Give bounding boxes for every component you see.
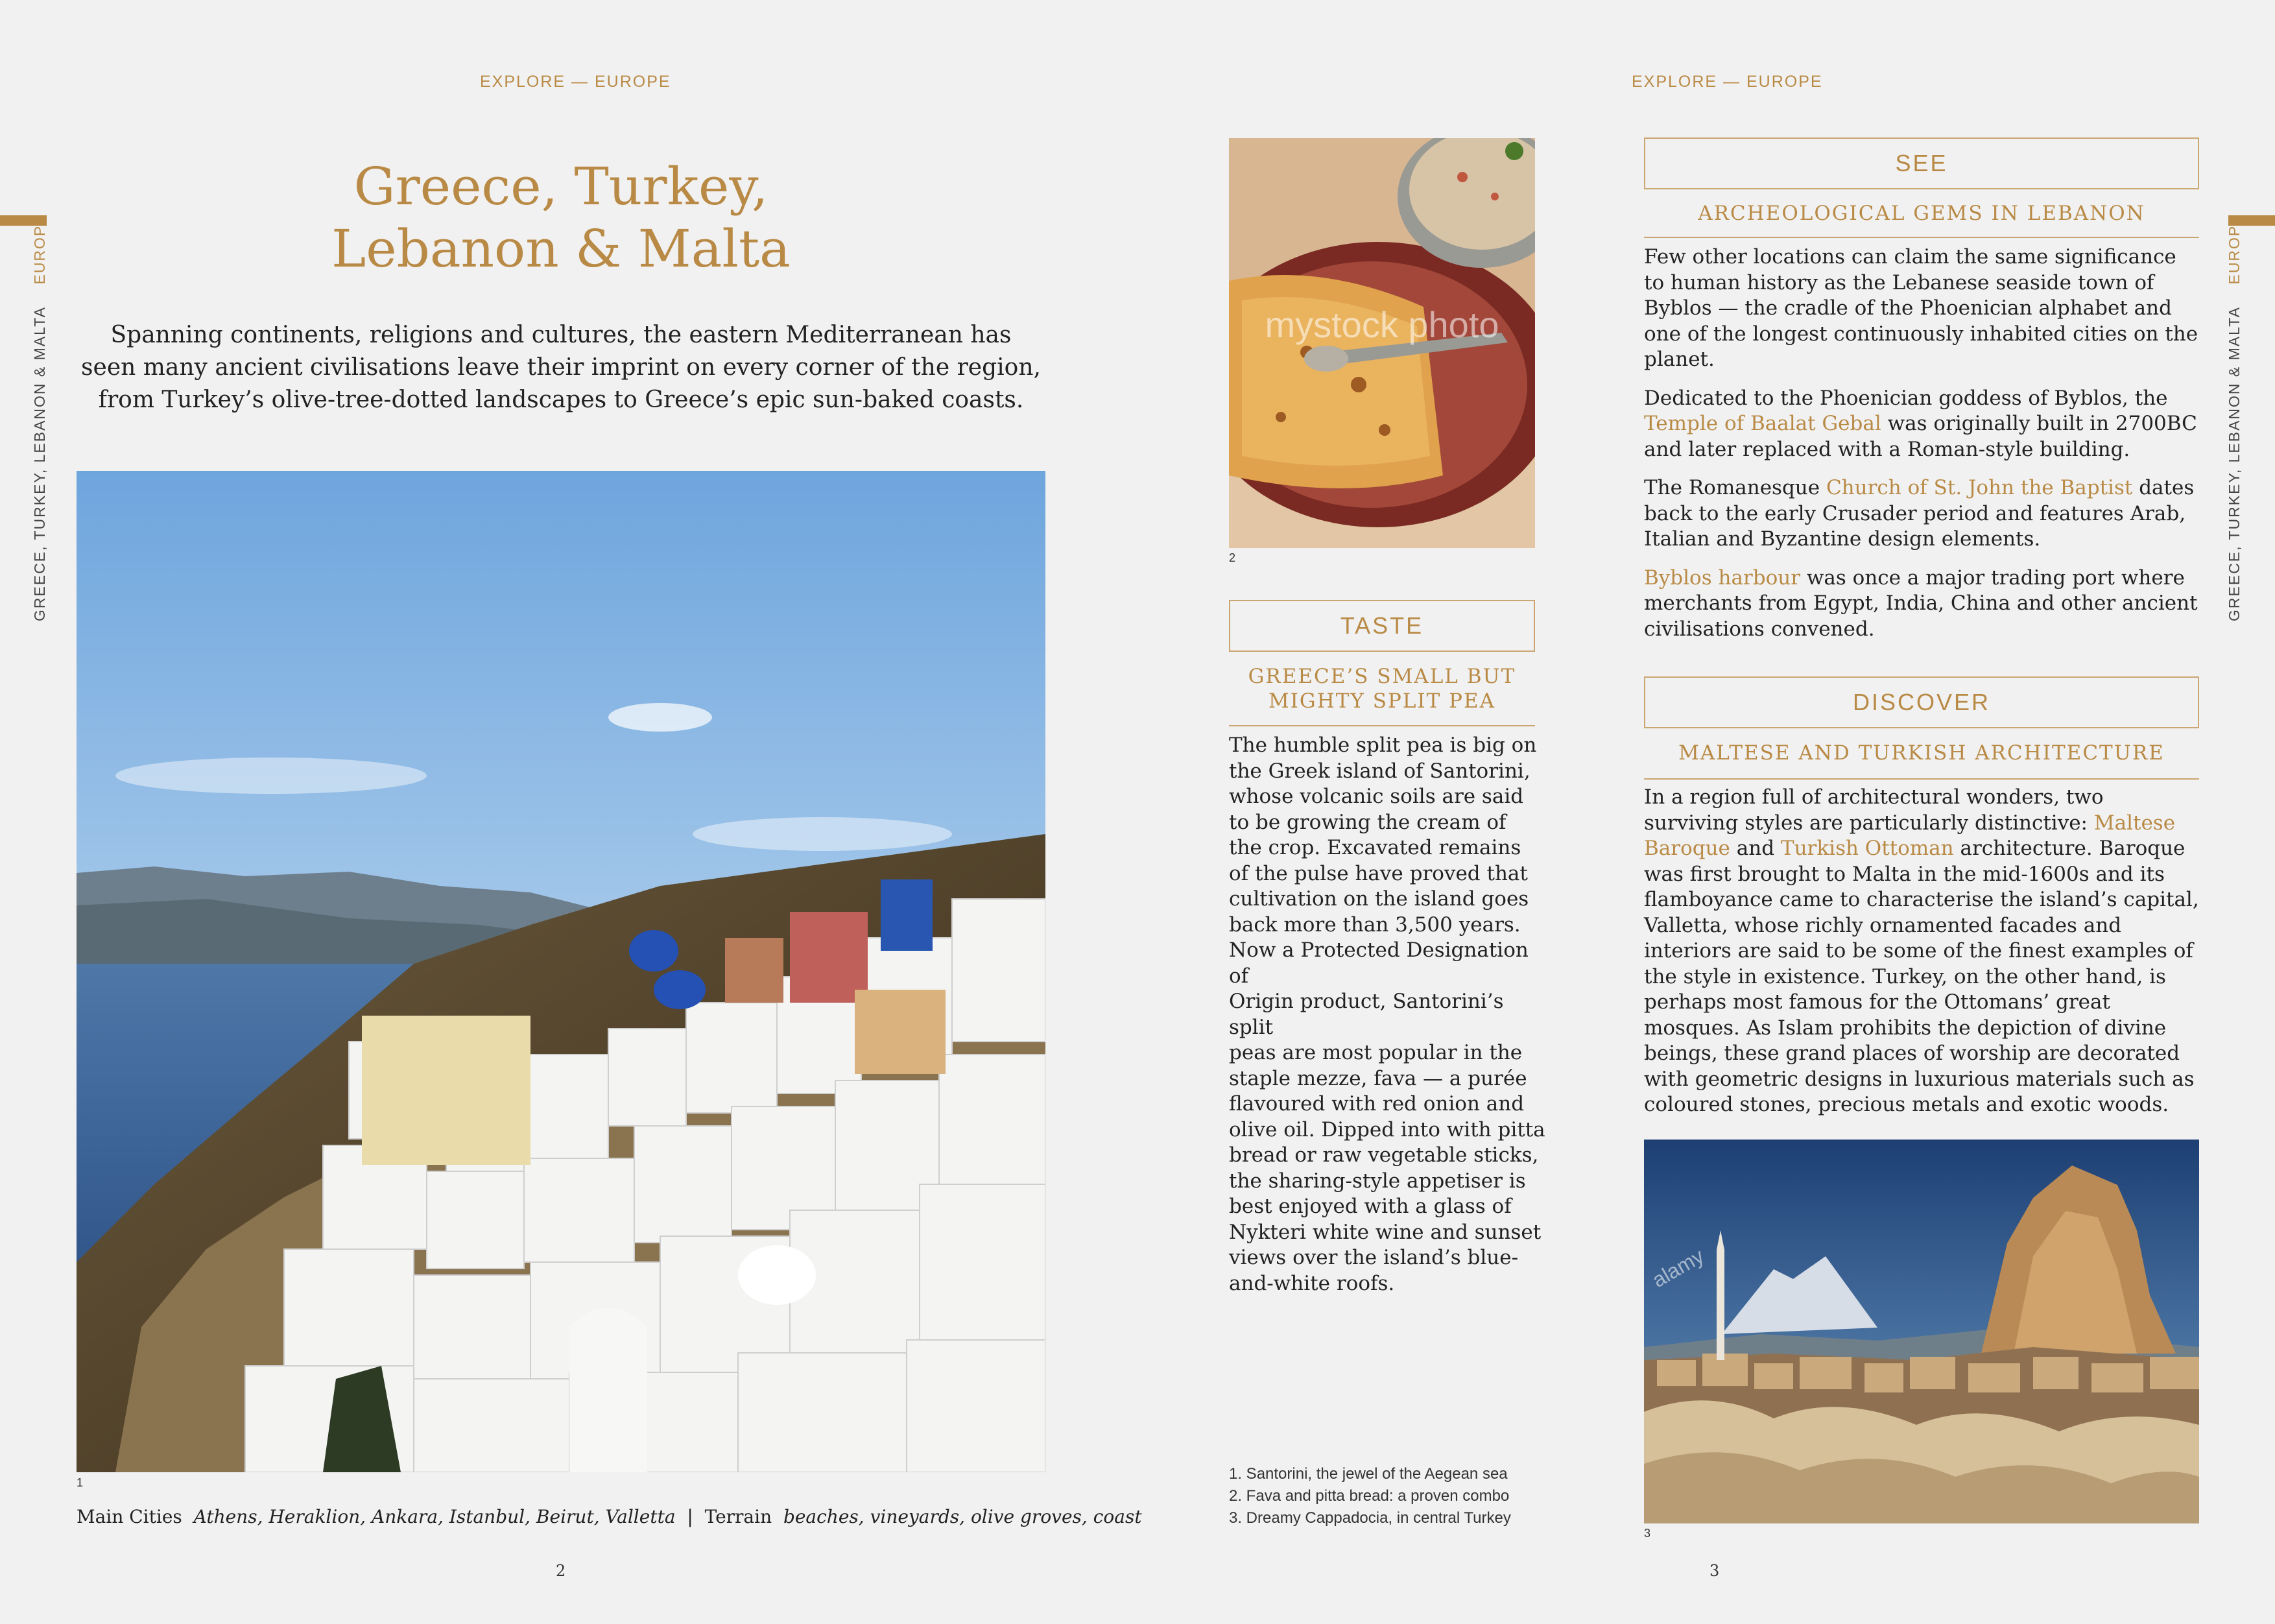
page-number-left: 2	[556, 1562, 566, 1580]
see-p2-text-b: was originally built in 2700BC and later replaced with a Roman-style building.	[1644, 412, 2197, 461]
page-number-right: 3	[1709, 1562, 1720, 1580]
discover-paragraph	[1644, 785, 2199, 1118]
title-line-2: Lebanon & Malta	[331, 219, 791, 279]
fava-pitta-photo	[1229, 138, 1535, 548]
taste-line: peas are most popular in the	[1229, 1041, 1523, 1064]
side-label-right	[2226, 213, 2243, 621]
taste-rule	[1229, 725, 1535, 726]
running-header-left: EXPLORE — EUROPE	[480, 73, 671, 91]
taste-line: Now a Protected Designation of	[1229, 938, 1529, 988]
see-paragraph-2	[1644, 386, 2199, 463]
taste-heading: TASTE	[1229, 600, 1535, 652]
discover-text-a: In a region full of architectural wonders, two surviving styles are particularly distinctive:	[1644, 785, 2104, 835]
terrain-label: Terrain	[704, 1506, 772, 1527]
terrain-value: beaches, vineyards, olive groves, coast	[783, 1506, 1142, 1527]
stock-watermark: mystock photo	[1265, 304, 1499, 345]
see-body	[1644, 245, 2199, 655]
maltese-baroque-link[interactable]: Maltese Baroque	[1644, 811, 2176, 860]
discover-text-c: architecture. Baroque was first brought to Malta in the mid-1600s and its flamboyance came to characterise the island’s capital, Valletta, whose richly ornamented facades and interiors are said to be some of the finest examples of the style in existence. Turkey, on the other hand, is perhaps most famous for the Ottomans’ great mosques. As Islam prohibits the depiction of divine beings, these grand places of worship are decorated with geometric designs in luxurious materials such as coloured stones, precious metals and exotic woods.	[1644, 837, 2199, 1116]
taste-line: bread or raw vegetable sticks,	[1229, 1143, 1539, 1167]
photo-1-number: 1	[77, 1476, 84, 1489]
see-subheading: ARCHEOLOGICAL GEMS IN LEBANON	[1698, 202, 2145, 225]
see-paragraph-1: Few other locations can claim the same significance to human history as the Lebanese seaside town of Byblos — the cradle of the Phoenician alphabet and one of the longest continuously inhabited cities on the planet.	[1644, 245, 2198, 371]
taste-line: staple mezze, fava — a purée	[1229, 1066, 1527, 1090]
intro-line-1: Spanning continents, religions and cultures, the eastern Mediterranean has	[110, 322, 1012, 348]
see-paragraph-3	[1644, 475, 2199, 553]
alamy-watermark: alamy	[1648, 1244, 1708, 1292]
title-line-1: Greece, Turkey,	[353, 156, 768, 217]
side-label-left	[31, 213, 49, 621]
see-p3-text-a: The Romanesque	[1644, 476, 1826, 499]
discover-rule	[1644, 778, 2199, 780]
side-section-right: EUROPE	[2226, 213, 2243, 285]
cities-value: Athens, Heraklion, Ankara, Istanbul, Beirut, Valletta	[193, 1506, 676, 1527]
caption-2: 2. Fava and pitta bread: a proven combo	[1229, 1487, 1510, 1505]
santorini-photo	[77, 471, 1045, 1472]
taste-subheading	[1229, 664, 1535, 713]
taste-line: and-white roofs.	[1229, 1271, 1395, 1295]
intro-line-3: from Turkey’s olive-tree-dotted landscapes to Greece’s epic sun-baked coasts.	[98, 387, 1024, 413]
taste-line: whose volcanic soils are said	[1229, 785, 1524, 808]
taste-line: Nykteri white wine and sunset	[1229, 1220, 1542, 1244]
taste-line: best enjoyed with a glass of	[1229, 1195, 1512, 1218]
taste-line: flavoured with red onion and	[1229, 1092, 1525, 1116]
cappadocia-illustration	[1644, 1140, 2199, 1523]
page-title	[77, 156, 1045, 280]
santorini-illustration	[77, 471, 1045, 1472]
taste-line: views over the island’s blue-	[1229, 1246, 1519, 1269]
taste-line: the crop. Excavated remains	[1229, 836, 1521, 859]
taste-line: of the pulse have proved that	[1229, 861, 1528, 885]
caption-1: 1. Santorini, the jewel of the Aegean sea	[1229, 1465, 1508, 1483]
taste-line: Origin product, Santorini’s split	[1229, 990, 1504, 1039]
temple-link[interactable]: Temple of Baalat Gebal	[1644, 412, 1881, 435]
discover-text-b: and	[1730, 837, 1781, 860]
taste-line: the Greek island of Santorini,	[1229, 759, 1531, 783]
photo-captions	[1229, 1463, 1511, 1529]
taste-line: cultivation on the island goes	[1229, 887, 1529, 911]
church-link[interactable]: Church of St. John the Baptist	[1826, 476, 2133, 499]
cappadocia-photo	[1644, 1140, 2199, 1523]
photo-3-number: 3	[1644, 1527, 1651, 1540]
discover-body	[1644, 785, 2199, 1131]
taste-line: the sharing-style appetiser is	[1229, 1169, 1526, 1193]
facts-line	[77, 1506, 1142, 1527]
turkish-ottoman-link[interactable]: Turkish Ottoman	[1780, 837, 1954, 860]
taste-line: to be growing the cream of	[1229, 810, 1507, 834]
side-region-right: GREECE, TURKEY, LEBANON & MALTA	[2226, 306, 2243, 621]
taste-body	[1229, 733, 1547, 1296]
see-p4-text-b: was once a major trading port where merchants from Egypt, India, China and other ancient civilisations convened.	[1644, 566, 2198, 641]
taste-line: back more than 3,500 years.	[1229, 913, 1521, 937]
harbour-link[interactable]: Byblos harbour	[1644, 566, 1801, 590]
side-region-left: GREECE, TURKEY, LEBANON & MALTA	[31, 306, 48, 621]
cities-label: Main Cities	[77, 1506, 182, 1527]
discover-heading: DISCOVER	[1644, 676, 2199, 728]
side-section-left: EUROPE	[31, 213, 48, 285]
taste-sub-line-2: MIGHTY SPLIT PEA	[1268, 689, 1496, 713]
see-p3-text-b: dates back to the early Crusader period and features Arab, Italian and Byzantine design elements.	[1644, 476, 2195, 551]
see-p2-text-a: Dedicated to the Phoenician goddess of Byblos, the	[1644, 386, 2168, 410]
see-heading: SEE	[1644, 137, 2199, 189]
see-rule	[1644, 237, 2199, 238]
photo-2-number: 2	[1229, 551, 1236, 564]
see-paragraph-4	[1644, 566, 2199, 643]
intro-line-2: seen many ancient civilisations leave their imprint on every corner of the region,	[81, 354, 1041, 381]
facts-separator: |	[687, 1506, 693, 1527]
taste-line: The humble split pea is big on	[1229, 734, 1537, 757]
running-header-right: EXPLORE — EUROPE	[1632, 73, 1823, 91]
intro-paragraph	[77, 319, 1045, 416]
taste-sub-line-1: GREECE’S SMALL BUT	[1248, 665, 1516, 688]
caption-3: 3. Dreamy Cappadocia, in central Turkey	[1229, 1509, 1511, 1527]
taste-line: olive oil. Dipped into with pitta	[1229, 1117, 1545, 1141]
discover-subheading: MALTESE AND TURKISH ARCHITECTURE	[1678, 741, 2165, 765]
